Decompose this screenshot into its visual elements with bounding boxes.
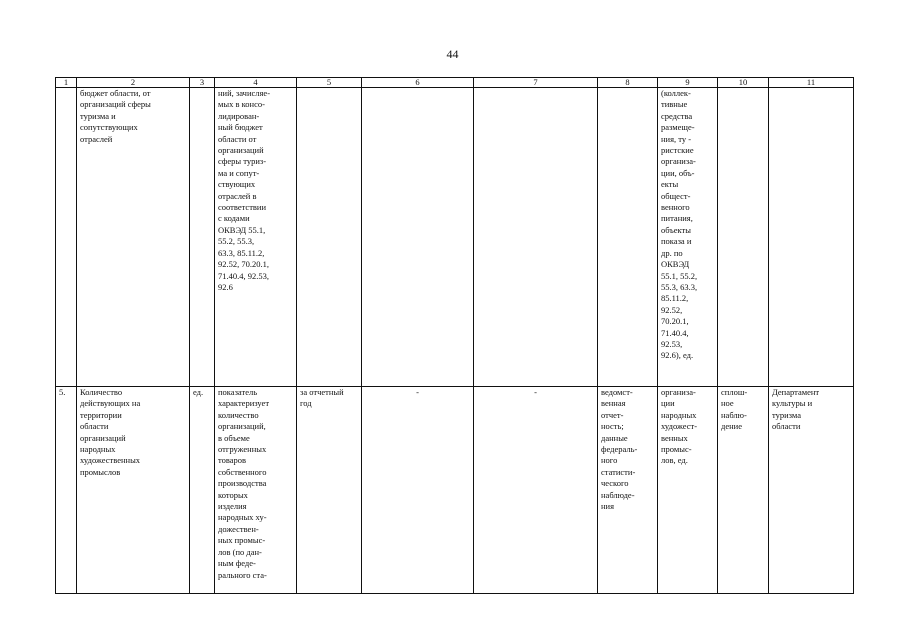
column-number: 4: [215, 78, 297, 88]
col6-cell: [362, 88, 474, 387]
indicators-table: [55, 77, 854, 594]
page-number: 44: [446, 47, 459, 61]
table-row: [56, 387, 854, 594]
source-cell: ведомст- венная отчет- ность; данные федераль- ного статисти- ческого наблюде- ния: [598, 387, 658, 594]
col6-cell: -: [362, 387, 474, 594]
column-number: 10: [718, 78, 769, 88]
responsible-cell: Департамент культуры и туризма области: [769, 387, 854, 594]
column-number: 6: [362, 78, 474, 88]
indicator-name-cell: Количество действующих на территории области организаций народных художественных промыслов: [77, 387, 190, 594]
method-cell: сплош- ное наблю- дение: [718, 387, 769, 594]
column-number: 11: [769, 78, 854, 88]
column-number: 3: [190, 78, 215, 88]
period-cell: за отчетный год: [297, 387, 362, 594]
unit-cell: ед.: [190, 387, 215, 594]
col7-cell: -: [474, 387, 598, 594]
definition-cell: ний, зачисляе- мых в консо- лидирован- ный бюджет области от организаций сферы туриз- ма и сопут- ствующих отраслей в соответствии с кодами ОКВЭД 55.1, 55.2, 55.3, 63.3, 85.11.2, 92.52, 70.20.1, 71.40.4, 92.53, 92.6: [215, 88, 297, 387]
col7-cell: [474, 88, 598, 387]
column-number: 1: [56, 78, 77, 88]
object-cell: организа- ции народных художест- венных промыс- лов, ед.: [658, 387, 718, 594]
column-number: 2: [77, 78, 190, 88]
column-number: 8: [598, 78, 658, 88]
column-number: 9: [658, 78, 718, 88]
table-row: [56, 88, 854, 387]
row-number-cell: [56, 88, 77, 387]
indicator-name-cell: бюджет области, от организаций сферы туризма и сопутствующих отраслей: [77, 88, 190, 387]
source-cell: [598, 88, 658, 387]
definition-cell: показатель характеризует количество организаций, в объеме отгруженных товаров собственного производства которых изделия народных ху- дожествен- ных промыс- лов (по дан- ным феде- рального ста-: [215, 387, 297, 594]
method-cell: [718, 88, 769, 387]
column-number: 7: [474, 78, 598, 88]
column-number: 5: [297, 78, 362, 88]
unit-cell: [190, 88, 215, 387]
object-cell: (коллек- тивные средства размеще- ния, ту - ристские организа- ции, объ- екты общест- венного питания, объекты показа и др. по ОКВЭД 55.1, 55.2, 55.3, 63.3, 85.11.2, 92.52, 70.20.1, 71.40.4, 92.53, 92.6), ед.: [658, 88, 718, 387]
table-header-row: [56, 78, 854, 88]
row-number-cell: 5.: [56, 387, 77, 594]
period-cell: [297, 88, 362, 387]
responsible-cell: [769, 88, 854, 387]
